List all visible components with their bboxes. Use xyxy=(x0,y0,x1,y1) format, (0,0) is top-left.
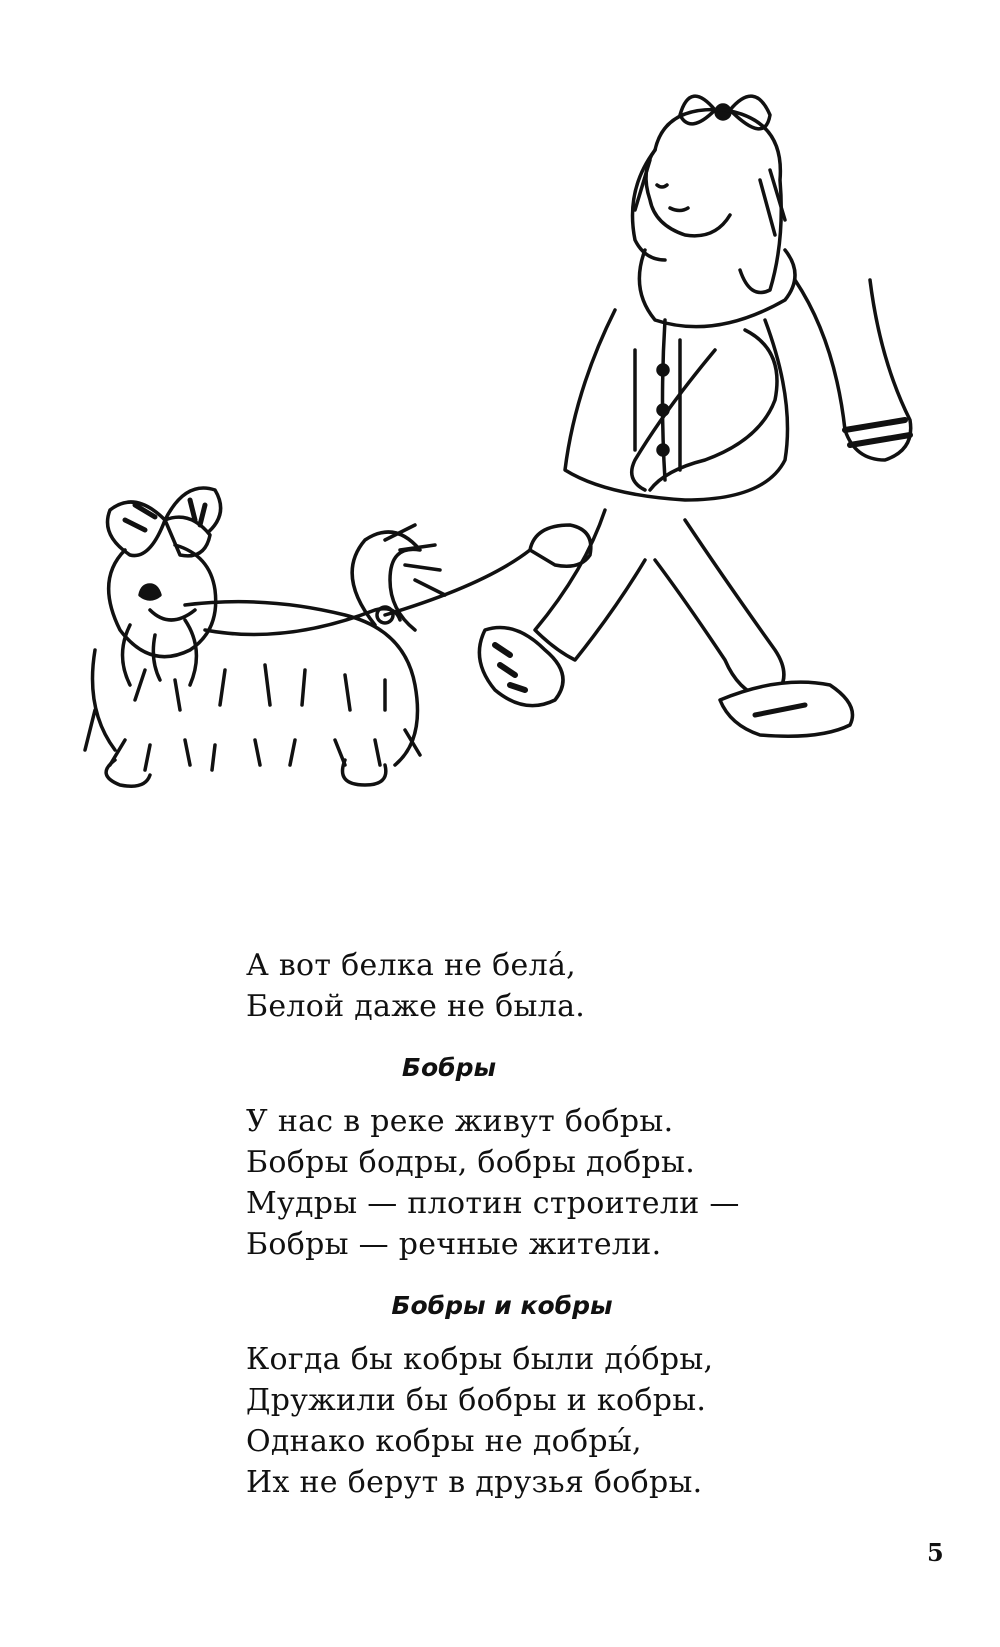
poem-line: Их не берут в друзья бобры. xyxy=(246,1465,703,1500)
leash-line xyxy=(385,550,530,615)
section-title-bobry-i-kobry: Бобры и кобры xyxy=(391,1291,613,1320)
stanza-intro xyxy=(246,945,906,1027)
illustration-girl-walking-dog xyxy=(55,50,955,820)
page-number: 5 xyxy=(927,1538,944,1567)
poem-line: Бобры бодры, бобры добры. xyxy=(246,1145,696,1180)
poem-line: Однако кобры не добры́, xyxy=(246,1424,642,1459)
dog-drawing xyxy=(85,488,445,786)
stanza-bobry xyxy=(246,1101,906,1265)
stanza-bobry-i-kobry xyxy=(246,1339,906,1503)
girl-drawing xyxy=(479,96,910,736)
poem-line: А вот белка не белá, xyxy=(246,948,576,983)
poem-line: Когда бы кобры были дóбры, xyxy=(246,1342,714,1377)
section-title-bobry: Бобры xyxy=(401,1053,497,1082)
poem-text xyxy=(246,945,906,1503)
poem-line: Белой даже не была. xyxy=(246,989,586,1024)
poem-line: Бобры — речные жители. xyxy=(246,1227,662,1262)
poem-line: У нас в реке живут бобры. xyxy=(246,1104,674,1139)
poem-line: Дружили бы бобры и кобры. xyxy=(246,1383,707,1418)
poem-line: Мудры — плотин строители — xyxy=(246,1186,740,1221)
